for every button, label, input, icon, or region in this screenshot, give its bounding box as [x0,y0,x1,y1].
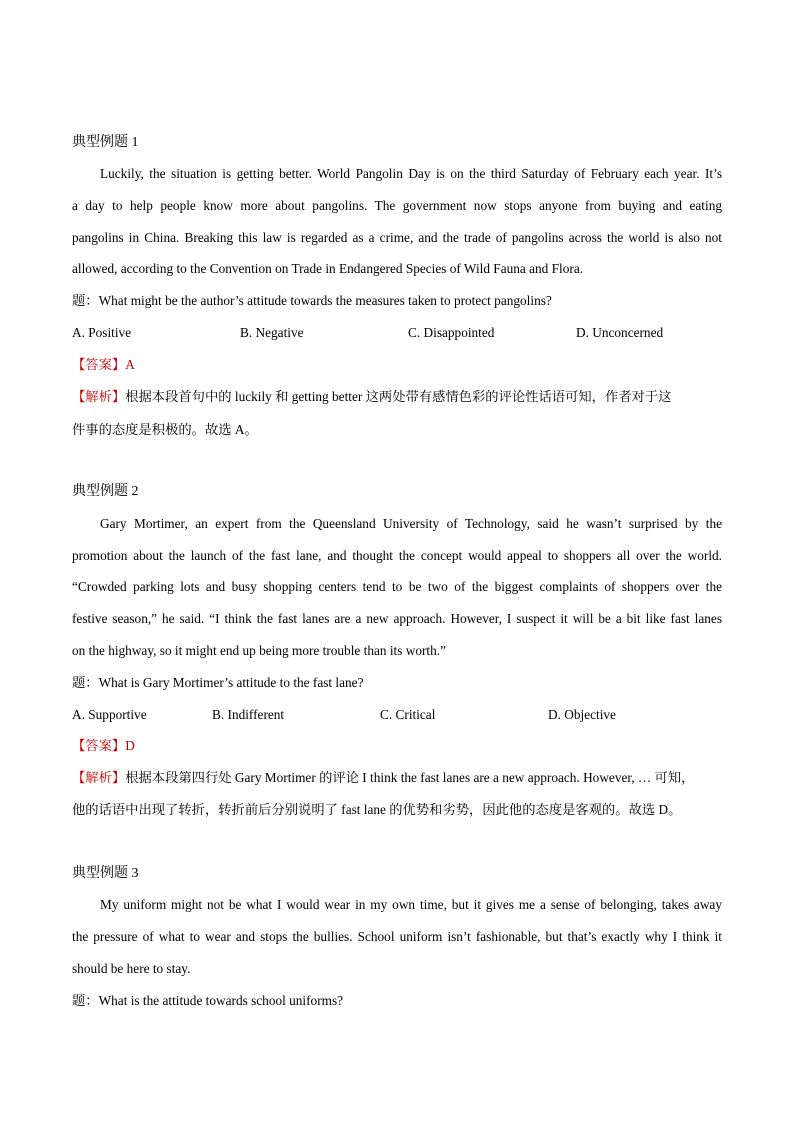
example-2-question: 题：What is Gary Mortimer’s attitude to the fast lane? [72,675,364,690]
example-2-passage-line-5: on the highway, so it might end up being more trouble than its worth.” [72,643,446,658]
analysis-text: 根据本段首句中的 luckily 和 getting better 这两处带有感情色彩的评论性话语可知，作者对于这 [125,389,672,404]
example-1-analysis-line-1 [72,388,722,406]
example-3-passage-line-2: the pressure of what to wear and stops the bullies. School uniform isn’t fashionable, but that’s exactly why I think it [72,929,722,944]
example-3-title: 典型例题 3 [72,866,139,881]
example-2-analysis-line-2: 他的话语中出现了转折，转折前后分别说明了 fast lane 的优势和劣势，因此他的态度是客观的。故选 D。 [72,802,682,817]
example-2-passage-line-1: Gary Mortimer, an expert from the Queensland University of Technology, said he wasn’t surprised by the [100,516,722,531]
example-2-passage-line-4: festive season,” he said. “I think the fast lanes are a new approach. However, I suspect it will be a bit like fast lanes [72,611,722,626]
analysis-label: 【解析】 [72,389,126,404]
example-1-answer [72,356,722,374]
answer-value: D [125,738,135,753]
answer-label: 【答案】 [72,357,126,372]
example-1-passage-line-3: pangolins in China. Breaking this law is regarded as a crime, and the trade of pangolins across the world is also not [72,230,722,245]
example-1-option-a: A. Positive [72,325,132,340]
example-1-analysis-line-2: 件事的态度是积极的。故选 A。 [72,422,258,437]
analysis-text: 根据本段第四行处 Gary Mortimer 的评论 I think the fast lanes are a new approach. However, … 可知， [125,770,695,785]
example-2-answer [72,737,722,755]
answer-value: A [125,357,135,372]
example-1-passage-line-1: Luckily, the situation is getting better. World Pangolin Day is on the third Saturday of February each year. It’s [100,166,722,181]
answer-label: 【答案】 [72,738,126,753]
example-2-option-c: C. Critical [380,707,436,722]
example-2-passage-line-2: promotion about the launch of the fast lane, and thought the concept would appeal to shoppers all over the world. [72,548,722,563]
example-2-option-d: D. Objective [548,707,616,722]
example-2-title: 典型例题 2 [72,484,139,499]
example-3-question: 题：What is the attitude towards school uniforms? [72,993,344,1008]
example-2-analysis-line-1 [72,769,722,787]
example-1-option-b: B. Negative [240,325,304,340]
example-2-passage-line-3: “Crowded parking lots and busy shopping centers tend to be two of the biggest complaints of shoppers over the [72,579,722,594]
example-1-option-d: D. Unconcerned [576,325,664,340]
example-1-passage-line-4: allowed, according to the Convention on Trade in Endangered Species of Wild Fauna and Flora. [72,261,584,276]
example-1-passage-line-2: a day to help people know more about pangolins. The government now stops anyone from buying and eating [72,198,722,213]
example-1-option-c: C. Disappointed [408,325,495,340]
analysis-label: 【解析】 [72,770,126,785]
example-2-option-b: B. Indifferent [212,707,285,722]
example-3-passage-line-1: My uniform might not be what I would wear in my own time, but it gives me a sense of belonging, takes away [100,897,722,912]
example-3-passage-line-3: should be here to stay. [72,961,191,976]
example-1-title: 典型例题 1 [72,135,139,150]
example-2-option-a: A. Supportive [72,707,147,722]
example-1-question: 题：What might be the author’s attitude towards the measures taken to protect pangolins? [72,293,552,308]
